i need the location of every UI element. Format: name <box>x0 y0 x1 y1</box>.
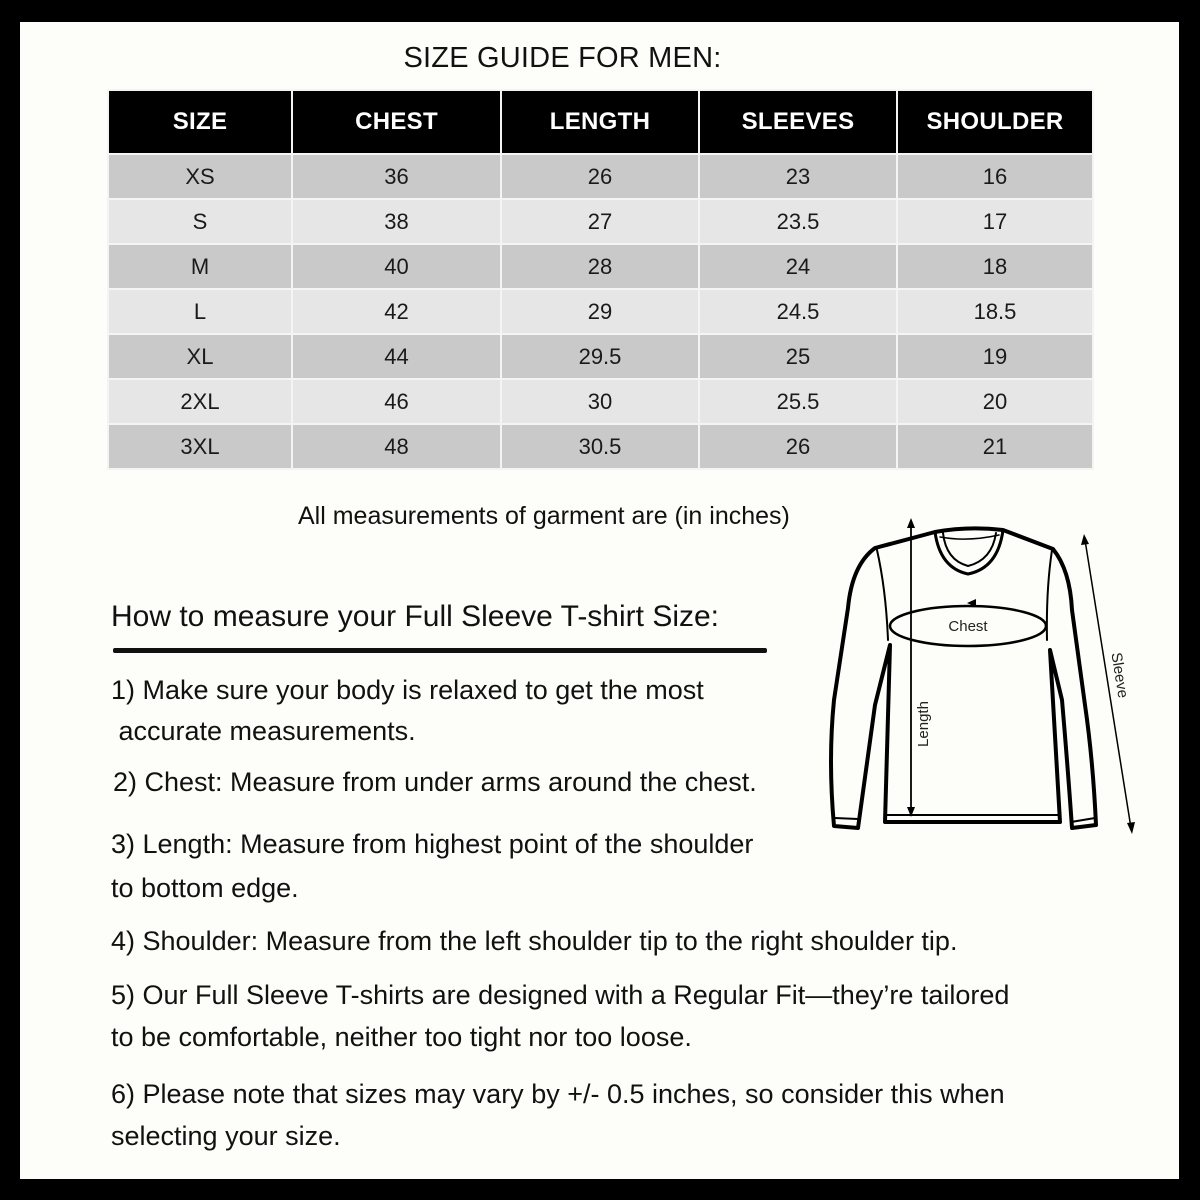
cell-sleeves: 26 <box>699 424 897 469</box>
instruction-step-4 <box>111 921 957 962</box>
table-row <box>108 334 1093 379</box>
step-line: 2) Chest: Measure from under arms around the chest. <box>113 767 757 797</box>
cell-shoulder: 21 <box>897 424 1093 469</box>
instruction-step-2 <box>113 762 757 803</box>
chest-label: Chest <box>948 618 988 635</box>
step-line: 1) Make sure your body is relaxed to get the most <box>111 675 704 705</box>
sleeve-label: Sleeve <box>1107 651 1132 700</box>
cell-chest: 46 <box>292 379 501 424</box>
cell-length: 27 <box>501 199 699 244</box>
heading-underline <box>113 648 767 653</box>
cell-sleeves: 23 <box>699 154 897 199</box>
table-row <box>108 244 1093 289</box>
column-header-chest: CHEST <box>292 90 501 154</box>
cell-length: 29.5 <box>501 334 699 379</box>
cell-sleeves: 25.5 <box>699 379 897 424</box>
page-title: SIZE GUIDE FOR MEN: <box>403 42 722 74</box>
column-header-length: LENGTH <box>501 90 699 154</box>
size-chart-table <box>107 89 1094 470</box>
step-line: 5) Our Full Sleeve T-shirts are designed with a Regular Fit—they’re tailored <box>111 980 1010 1010</box>
cell-sleeves: 25 <box>699 334 897 379</box>
table-row <box>108 424 1093 469</box>
table-row <box>108 289 1093 334</box>
cell-shoulder: 19 <box>897 334 1093 379</box>
cell-chest: 38 <box>292 199 501 244</box>
cell-size: 2XL <box>108 379 292 424</box>
instruction-step-6 <box>111 1073 1005 1157</box>
cell-size: XL <box>108 334 292 379</box>
tshirt-measurement-diagram <box>815 510 1160 850</box>
cell-length: 30.5 <box>501 424 699 469</box>
cell-sleeves: 23.5 <box>699 199 897 244</box>
how-to-measure-heading: How to measure your Full Sleeve T-shirt Size: <box>111 600 720 633</box>
cell-chest: 42 <box>292 289 501 334</box>
instruction-step-5 <box>111 974 1009 1058</box>
cell-size: M <box>108 244 292 289</box>
column-header-sleeves: SLEEVES <box>699 90 897 154</box>
step-line: to bottom edge. <box>111 873 299 903</box>
cell-size: L <box>108 289 292 334</box>
step-line: accurate measurements. <box>111 716 416 746</box>
column-header-size: SIZE <box>108 90 292 154</box>
cell-length: 28 <box>501 244 699 289</box>
table-row <box>108 199 1093 244</box>
cell-length: 30 <box>501 379 699 424</box>
cell-shoulder: 18 <box>897 244 1093 289</box>
cell-length: 26 <box>501 154 699 199</box>
table-row <box>108 379 1093 424</box>
cell-chest: 44 <box>292 334 501 379</box>
column-header-shoulder: SHOULDER <box>897 90 1093 154</box>
cell-chest: 40 <box>292 244 501 289</box>
cell-chest: 36 <box>292 154 501 199</box>
instruction-step-1 <box>111 670 704 752</box>
measurement-unit-note: All measurements of garment are (in inches) <box>298 502 790 530</box>
step-line: 4) Shoulder: Measure from the left shoulder tip to the right shoulder tip. <box>111 926 958 956</box>
table-header-row <box>108 90 1093 154</box>
cell-length: 29 <box>501 289 699 334</box>
cell-shoulder: 16 <box>897 154 1093 199</box>
step-line: selecting your size. <box>111 1121 341 1151</box>
cell-chest: 48 <box>292 424 501 469</box>
step-line: 3) Length: Measure from highest point of the shoulder <box>111 829 754 859</box>
step-line: to be comfortable, neither too tight nor too loose. <box>111 1022 692 1052</box>
cell-shoulder: 17 <box>897 199 1093 244</box>
cell-size: XS <box>108 154 292 199</box>
instruction-step-3 <box>111 822 753 910</box>
cell-shoulder: 18.5 <box>897 289 1093 334</box>
cell-size: S <box>108 199 292 244</box>
cell-size: 3XL <box>108 424 292 469</box>
table-row <box>108 154 1093 199</box>
cell-shoulder: 20 <box>897 379 1093 424</box>
cell-sleeves: 24 <box>699 244 897 289</box>
length-label: Length <box>915 701 932 747</box>
step-line: 6) Please note that sizes may vary by +/- 0.5 inches, so consider this when <box>111 1079 1005 1109</box>
cell-sleeves: 24.5 <box>699 289 897 334</box>
